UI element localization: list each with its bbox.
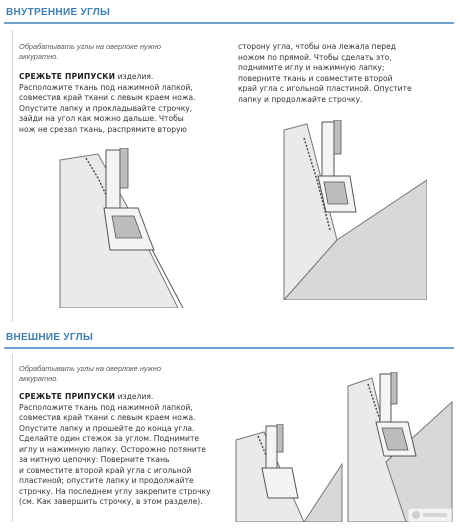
- inner-text-line: Опустите лапку и прокладывайте строчку,: [19, 103, 193, 113]
- inner-corner-illustration-1: [58, 148, 218, 308]
- outer-text-line: и совместите второй край угла с игольной: [19, 465, 192, 475]
- inner-text-line: лапку и продолжайте строчку.: [238, 94, 363, 104]
- outer-text-line: (см. Как завершить строчку, в этом разделе).: [19, 497, 203, 506]
- outer-corner-illustration-1: [234, 424, 344, 522]
- outer-text-line: строчку. На последнем углу закрепите строчку: [19, 486, 211, 496]
- inner-text-line: совместив край ткани с левым краем ножа.: [19, 93, 196, 102]
- inner-note: [19, 42, 229, 62]
- needle-bar: [277, 424, 283, 452]
- presser-foot-shank: [322, 122, 334, 177]
- inner-text-line: край угла с игольной пластиной. Опустите: [238, 84, 412, 93]
- inner-text-line: поверните ткань и совместите второй: [238, 73, 393, 83]
- inner-instructions-right: [238, 42, 454, 105]
- outer-instructions: [19, 392, 231, 508]
- outer-corner-illustration-2: [346, 372, 454, 522]
- inner-note-line: Обрабатывать углы на оверлоке нужно: [19, 42, 161, 51]
- outer-text-line: Опустите лапку и прошейте до конца угла.: [19, 423, 195, 433]
- outer-left-panel: [12, 354, 231, 522]
- presser-foot-sole: [324, 182, 348, 204]
- outer-text-line: Расположите ткань под нажимной лапкой,: [19, 402, 193, 412]
- outer-note-line: Обрабатывать углы на оверлоке нужно: [19, 364, 161, 373]
- presser-foot-shank: [266, 426, 277, 470]
- inner-text-line: нож не срезал ткань, распрямите вторую: [19, 124, 187, 134]
- inner-text-line: ножом по прямой. Чтобы сделать это,: [238, 52, 392, 62]
- presser-foot-shank: [380, 374, 391, 424]
- section-divider-inner: [4, 22, 454, 24]
- outer-lead-rest: изделия.: [115, 392, 154, 401]
- outer-text-line: иглу и нажимную лапку. Осторожно потяните: [19, 444, 206, 454]
- inner-text-line: сторону угла, чтобы она лежала перед: [238, 42, 397, 51]
- section-title-inner-corners: ВНУТРЕННИЕ УГЛЫ: [6, 7, 111, 18]
- watermark-logo: [408, 508, 452, 522]
- inner-text-line: Расположите ткань под нажимной лапкой,: [19, 82, 193, 92]
- inner-text-line: поднимите иглу и нажимную лапку;: [238, 63, 385, 72]
- outer-text-line: за нитную цепочку: Поверните ткань: [19, 455, 170, 464]
- outer-note: [19, 364, 229, 384]
- outer-lead: СРЕЖЬТЕ ПРИПУСКИ: [19, 392, 116, 401]
- section-divider-outer: [4, 347, 454, 349]
- fabric-corner: [304, 464, 342, 522]
- presser-foot: [262, 468, 298, 498]
- inner-lead-rest: изделия.: [115, 72, 154, 81]
- outer-text-line: пластиной; опустите лапку и продолжайте: [19, 476, 194, 485]
- section-title-outer-corners: ВНЕШНИЕ УГЛЫ: [6, 332, 94, 343]
- outer-text-line: совместив край ткани с левым краем ножа.: [19, 413, 196, 422]
- needle-bar: [391, 372, 397, 404]
- needle-bar: [334, 120, 341, 154]
- needle-bar: [120, 148, 128, 188]
- outer-text-line: Сделайте один стежок за углом. Поднимите: [19, 434, 200, 443]
- presser-foot-shank: [106, 150, 120, 210]
- inner-text-line: зайди на угол как можно дальше. Чтобы: [19, 114, 184, 123]
- outer-note-line: аккуратно.: [19, 374, 59, 383]
- inner-corner-illustration-2: [282, 120, 427, 300]
- inner-instructions-left: [19, 72, 229, 135]
- inner-lead: СРЕЖЬТЕ ПРИПУСКИ: [19, 72, 116, 81]
- inner-note-line: аккуратно.: [19, 52, 59, 61]
